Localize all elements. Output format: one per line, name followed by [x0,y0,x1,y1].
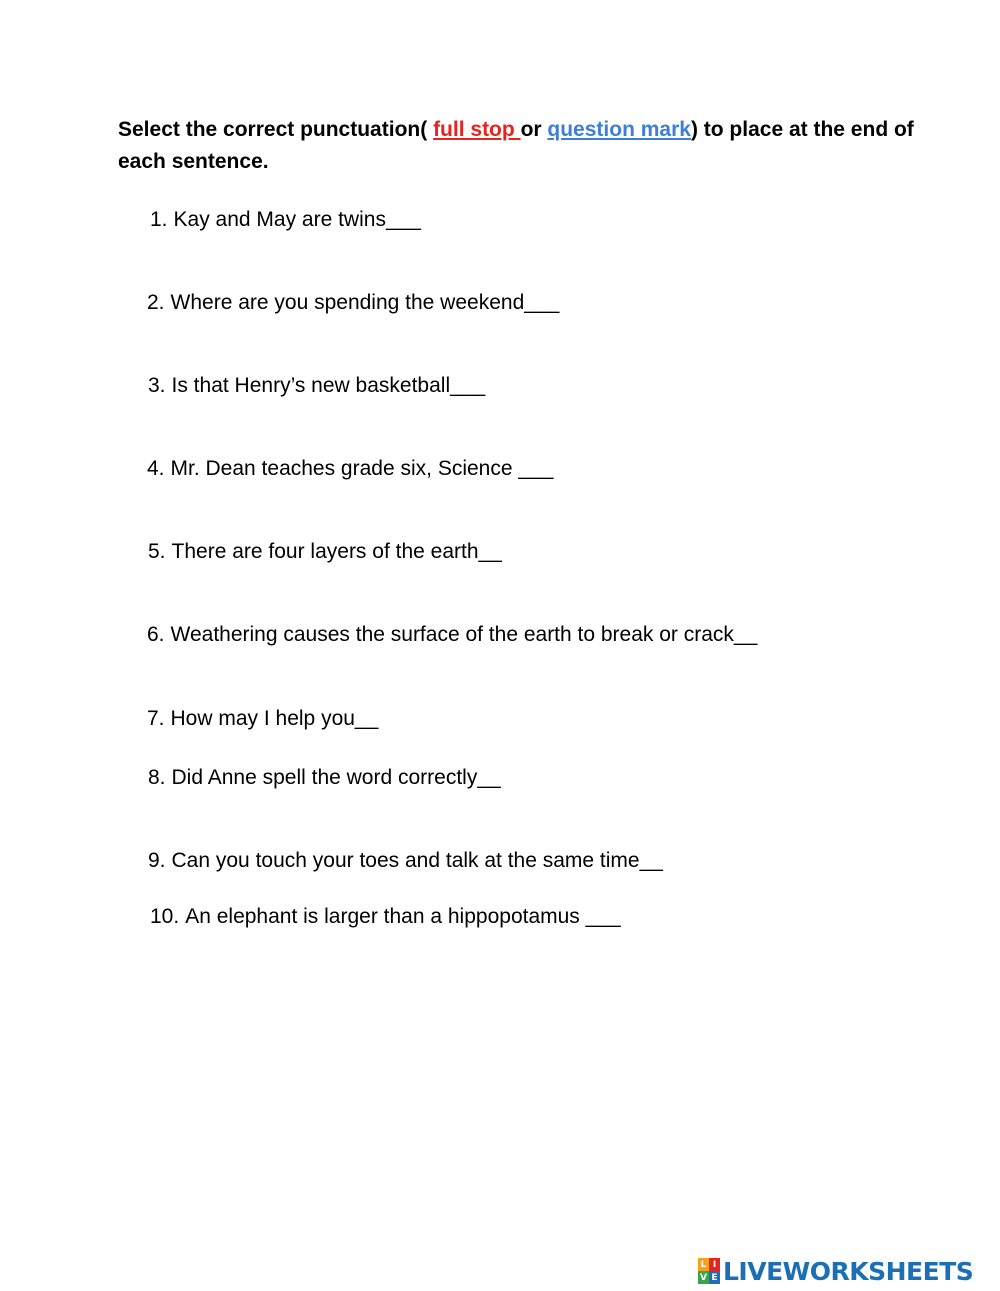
question-5[interactable] [148,539,502,565]
question-number: 2. [147,291,165,314]
full-stop-link[interactable]: full stop [433,118,521,141]
logo-tile-v: V [698,1271,709,1284]
instructions-part2: or [520,118,548,141]
question-number: 3. [148,374,166,397]
question-text: An elephant is larger than a hippopotamus ___ [185,905,621,928]
question-2[interactable] [147,290,559,316]
liveworksheets-logo[interactable] [698,1254,973,1288]
logo-tile-e: E [709,1271,720,1284]
question-number: 6. [147,623,165,646]
question-9[interactable] [148,848,663,874]
question-number: 8. [148,766,166,789]
question-10[interactable] [150,904,621,930]
question-number: 10. [150,905,180,928]
question-6[interactable] [147,622,757,648]
question-text: Kay and May are twins___ [173,208,421,231]
question-text: Is that Henry’s new basketball___ [171,374,486,397]
question-mark-link[interactable]: question mark [547,118,691,141]
instructions-part3: ) to place at the end of each sentence. [118,118,914,173]
question-1[interactable] [150,207,421,233]
question-text: Did Anne spell the word correctly__ [171,766,501,789]
question-number: 9. [148,849,166,872]
logo-tile-i: I [709,1258,720,1271]
question-number: 1. [150,208,168,231]
question-4[interactable] [147,456,553,482]
question-number: 5. [148,540,166,563]
instructions [118,114,918,178]
question-text: Where are you spending the weekend___ [170,291,560,314]
question-3[interactable] [148,373,485,399]
liveworksheets-icon [698,1258,720,1284]
question-number: 4. [147,457,165,480]
question-8[interactable] [148,765,501,791]
instructions-part1: Select the correct punctuation( [118,118,434,141]
question-number: 7. [147,707,165,730]
logo-tile-l: L [698,1258,709,1271]
question-text: Weathering causes the surface of the earth to break or crack__ [170,623,758,646]
question-text: Mr. Dean teaches grade six, Science ___ [170,457,554,480]
question-text: Can you touch your toes and talk at the same time__ [171,849,663,872]
question-7[interactable] [147,706,378,732]
question-text: How may I help you__ [170,707,379,730]
brand-name: LIVEWORKSHEETS [723,1256,974,1286]
question-text: There are four layers of the earth__ [171,540,502,563]
